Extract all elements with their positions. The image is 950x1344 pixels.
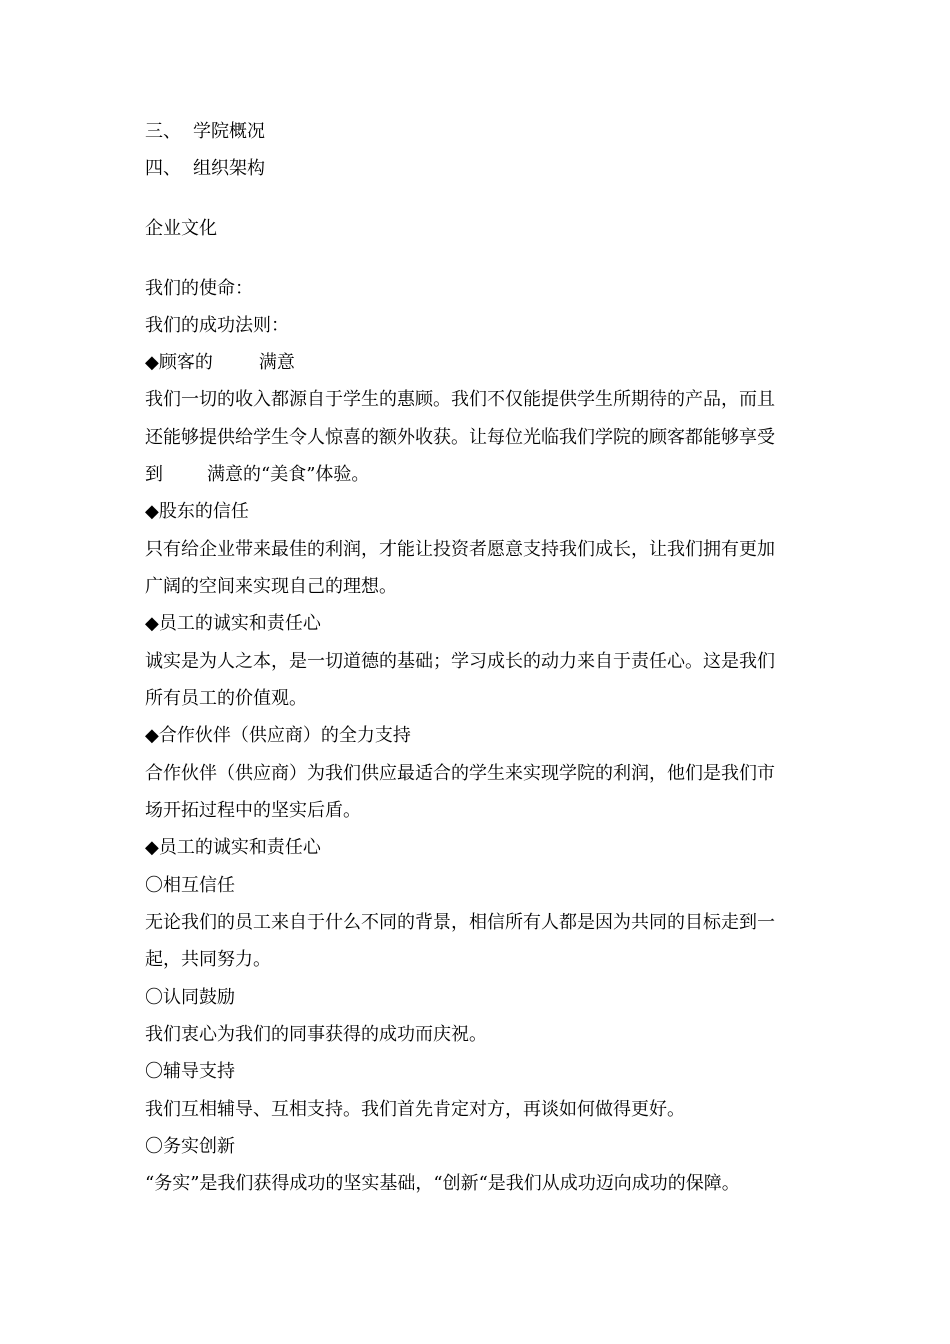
paragraph-line: 无论我们的员工来自于什么不同的背景，相信所有人都是因为共同的目标走到一 [145,912,775,933]
paragraph-line: 起，共同努力。 [145,949,271,970]
paragraph-line: 我们衷心为我们的同事获得的成功而庆祝。 [145,1024,487,1045]
paragraph-line: 还能够提供给学生令人惊喜的额外收获。让每位光临我们学院的顾客都能够享受 [145,427,775,448]
employee-heading: ◆员工的诚实和责任心 [145,613,321,634]
mission-label: 我们的使命： [145,278,253,299]
toc-title: 组织架构 [193,158,265,179]
section-title: 企业文化 [145,218,217,239]
paragraph-fragment: 到 [145,464,163,485]
toc-number: 三、 [145,121,181,142]
innovate-heading: 〇务实创新 [145,1136,235,1157]
paragraph-line: 诚实是为人之本，是一切道德的基础；学习成长的动力来自于责任心。这是我们 [145,651,775,672]
shareholder-heading: ◆股东的信任 [145,501,249,522]
employee-heading-2: ◆员工的诚实和责任心 [145,837,321,858]
toc-number: 四、 [145,158,181,179]
encourage-heading: 〇认同鼓励 [145,987,235,1008]
toc-item-4 [145,157,815,181]
customer-heading-a: ◆顾客的 [145,352,213,373]
customer-heading [145,351,815,375]
paragraph-line: 我们互相辅导、互相支持。我们首先肯定对方，再谈如何做得更好。 [145,1099,685,1120]
coach-heading: 〇辅导支持 [145,1061,235,1082]
paragraph-line: 我们一切的收入都源自于学生的惠顾。我们不仅能提供学生所期待的产品，而且 [145,389,775,410]
paragraph-line: 广阔的空间来实现自己的理想。 [145,576,397,597]
paragraph-line: 合作伙伴（供应商）为我们供应最适合的学生来实现学院的利润，他们是我们市 [145,763,775,784]
paragraph-line [145,463,815,487]
paragraph-line: 所有员工的价值观。 [145,688,307,709]
paragraph-fragment: 满意的“美食”体验。 [207,464,370,485]
customer-heading-b: 满意 [258,352,295,373]
success-rules-label: 我们的成功法则： [145,315,289,336]
paragraph-line: 只有给企业带来最佳的利润，才能让投资者愿意支持我们成长，让我们拥有更加 [145,539,775,560]
trust-heading: 〇相互信任 [145,875,235,896]
paragraph-line: 场开拓过程中的坚实后盾。 [145,800,361,821]
partner-heading: ◆合作伙伴（供应商）的全力支持 [145,725,411,746]
toc-item-3 [145,120,815,144]
toc-title: 学院概况 [193,121,265,142]
paragraph-line: “务实”是我们获得成功的坚实基础，“创新“是我们从成功迈向成功的保障。 [145,1173,740,1194]
